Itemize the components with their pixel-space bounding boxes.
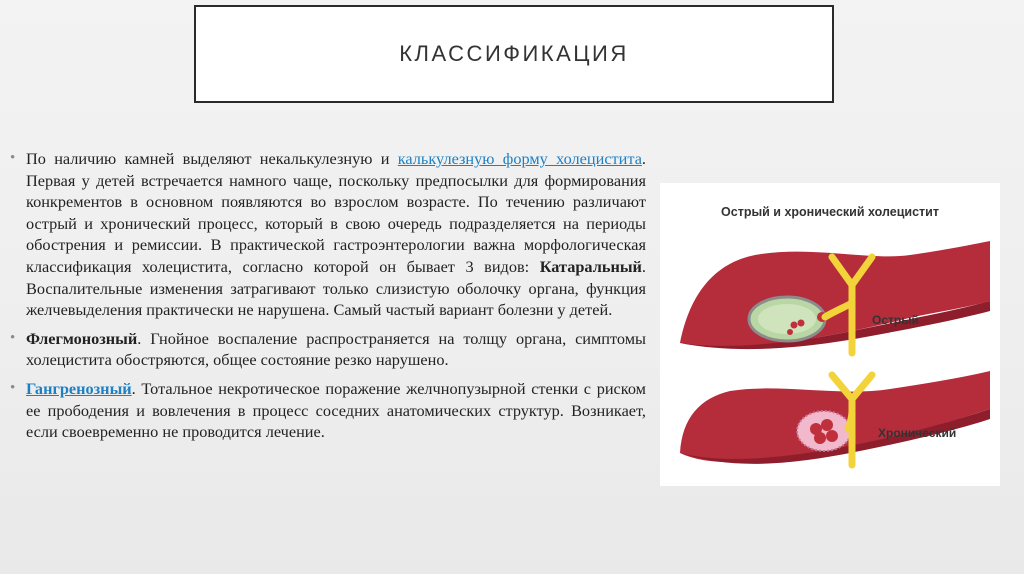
p2-text: . Гнойное воспаление распространяется на толщу органа, симптомы холецистита обостряются, общее состояние резко нарушено. [26,328,646,370]
label-chronic: Хронический [878,426,957,440]
paragraph-2 [10,328,646,371]
bullet-icon: • [10,379,16,396]
slide-title: КЛАССИФИКАЦИЯ [399,41,629,66]
figure-title: Острый и хронический холецистит [721,205,939,219]
bullet-icon: • [10,150,16,166]
acute-stone [798,320,805,327]
link-gangrenous[interactable]: Гангренозный [26,378,132,398]
cholecystitis-figure [660,183,1000,486]
link-calculous-form[interactable]: калькулезную форму холецистита [397,149,642,168]
p3-text: . Тотальное некротическое поражение желчнопузырной стенки с риском ее прободения и вовлечения в процесс соседних анатомических структур. Возникает, если своевременно не проводится лечение. [26,378,646,442]
p1-text-rest: . Воспалительные изменения затрагивают только слизистую оболочку органа, функция желчевыделения практически не нарушена. Самый частый вариант болезни у детей. [26,256,646,320]
paragraph-3 [10,378,646,443]
title-box [194,5,834,103]
paragraph-1 [10,148,646,321]
acute-stone [787,329,793,335]
acute-stone [791,322,798,329]
chronic-stone [814,432,826,444]
acute-gallbladder-inner [758,304,816,334]
bullet-icon: • [10,329,16,346]
term-phlegmonous: Флегмонозный [26,328,138,348]
content-text [10,148,646,450]
chronic-gallbladder [797,411,851,451]
gallbladder-illustration [660,183,1000,486]
label-acute: Острый [872,313,919,327]
p1-text-after: . Первая у детей встречается намного чаще, поскольку предпосылки для формирования конкрементов в основном появляются во взрослом возрасте. По течению различают острый и хронический процесс, который в свою очередь подразделяется на периоды обострения и ремиссии. В практической гастроэнтерологии важна морфологическая классификация холецистита, согласно которой он бывает 3 видов: [26,149,646,276]
chronic-stone [826,430,838,442]
p1-text-before: По наличию камней выделяют некалькулезную и [26,149,398,168]
chronic-stone [821,419,833,431]
term-catarrhal: Катаральный [539,256,642,276]
